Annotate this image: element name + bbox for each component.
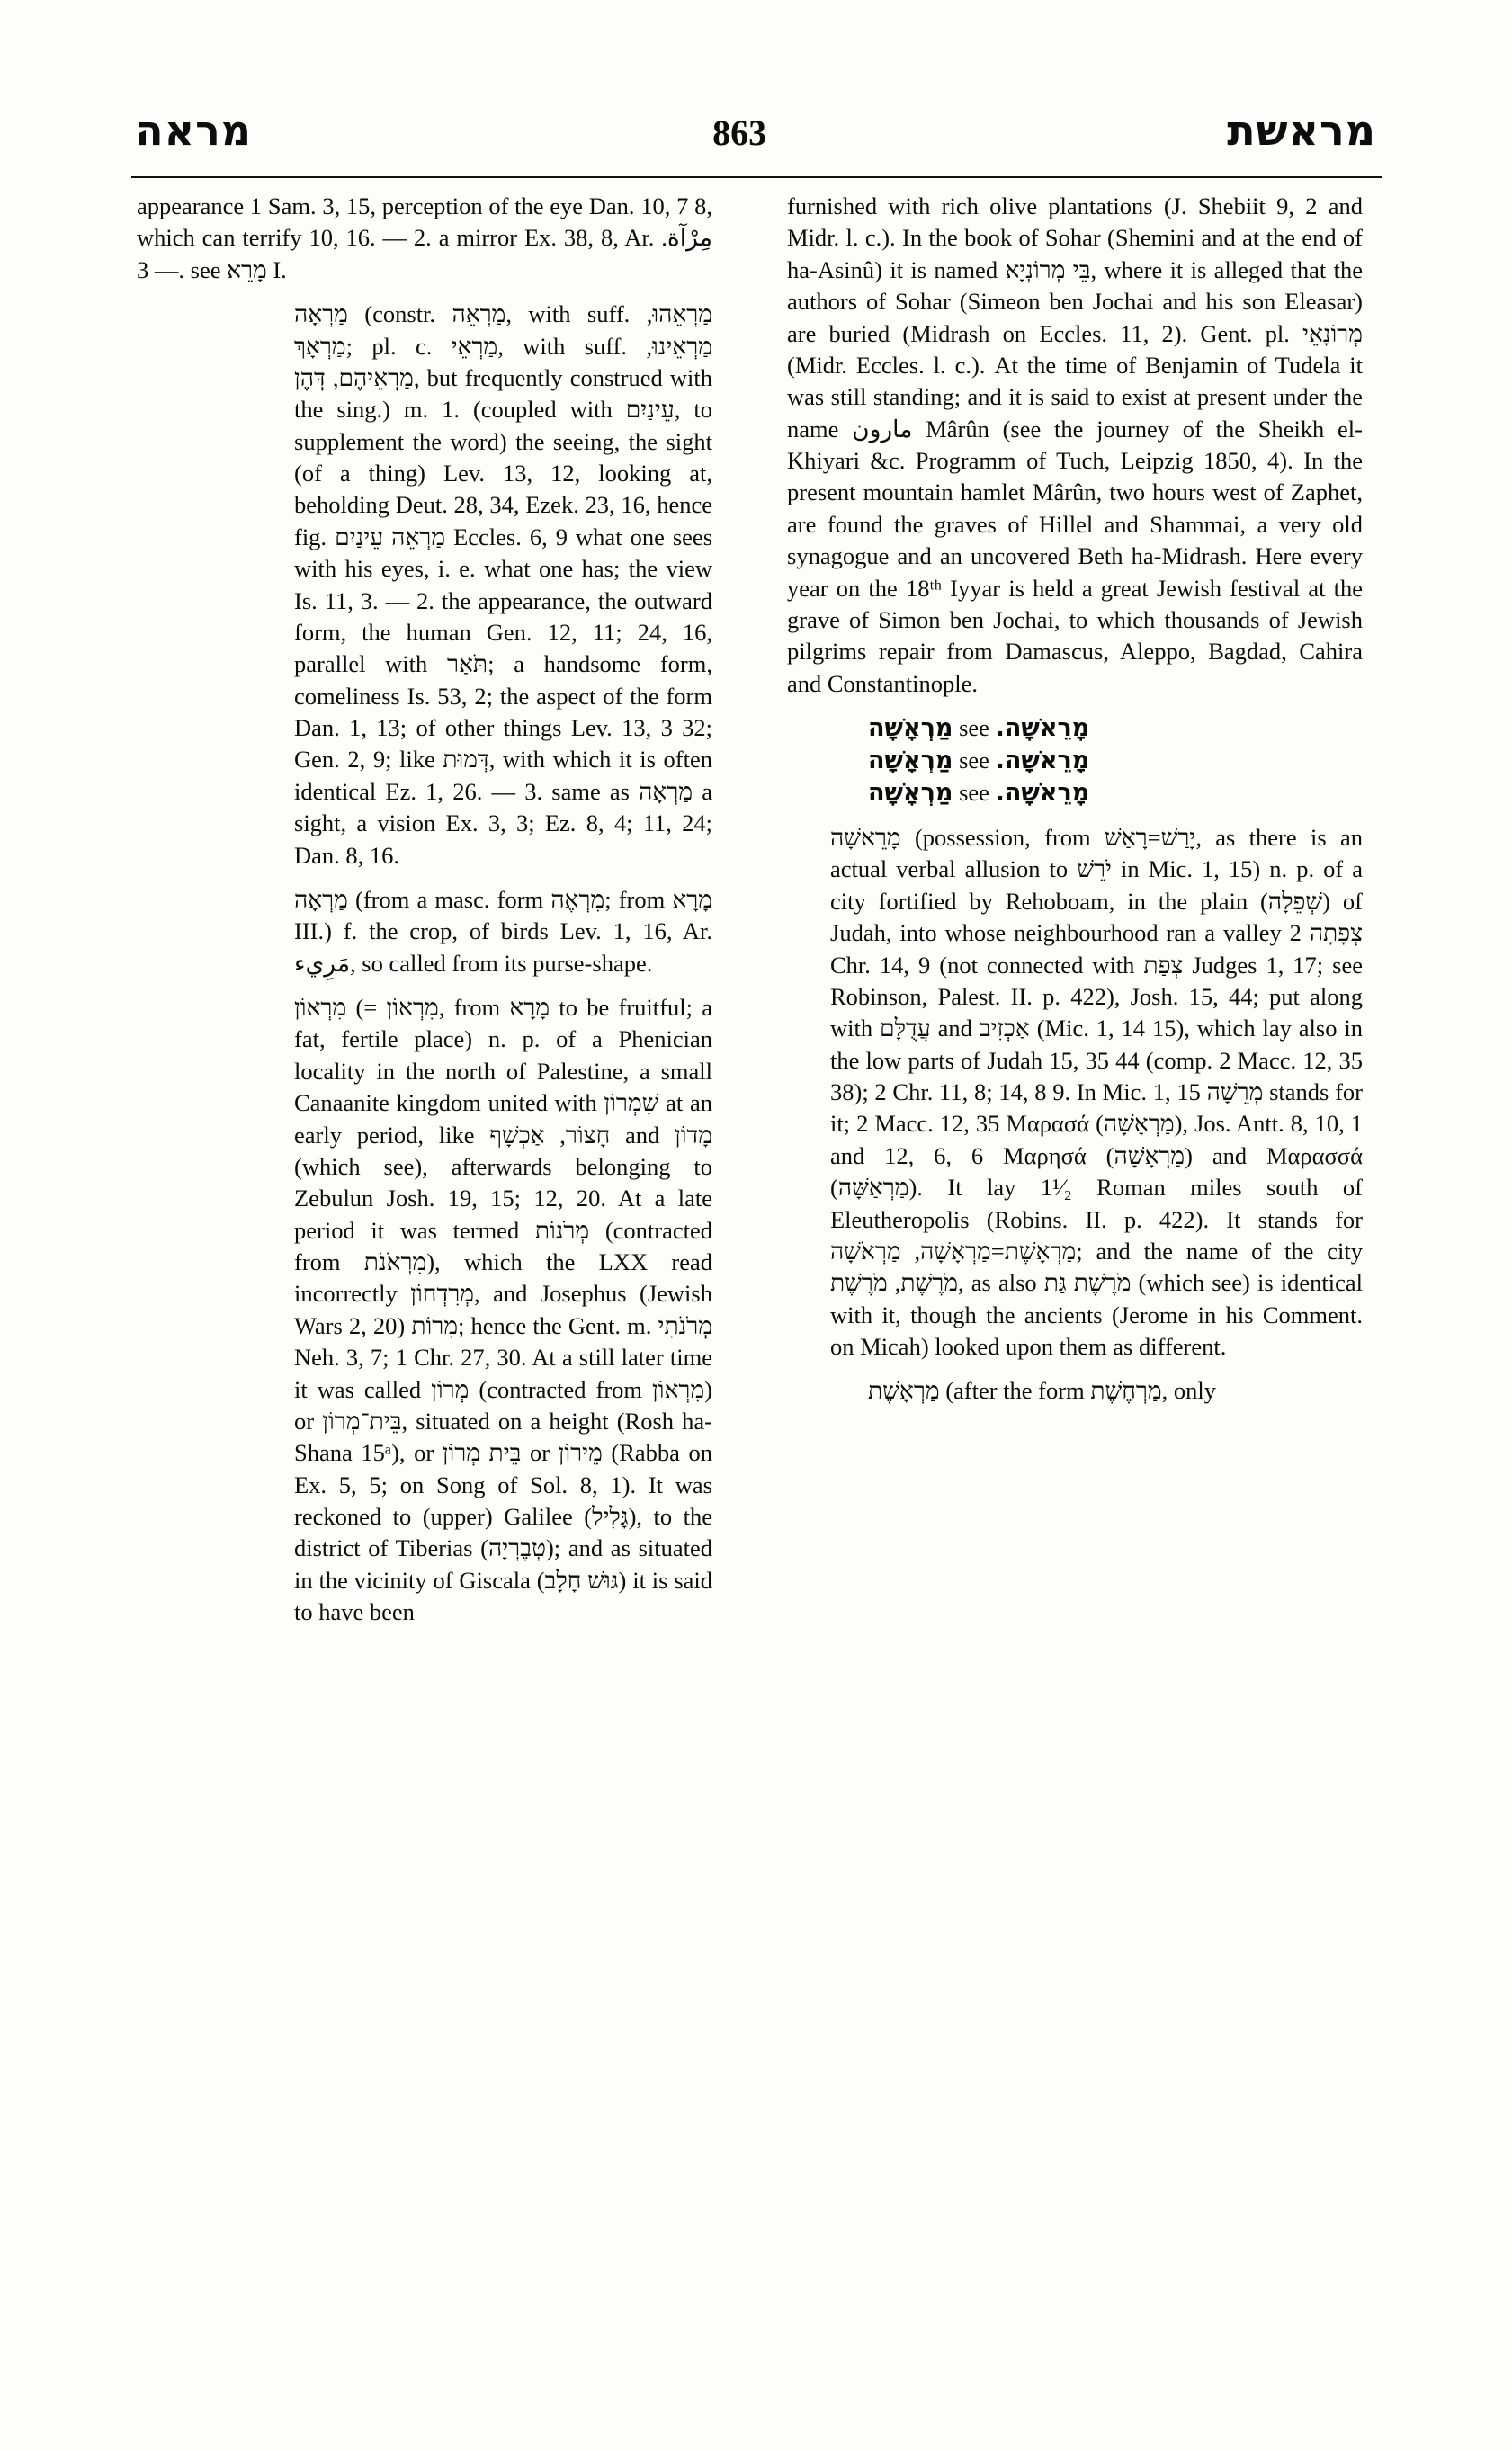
cross-reference-target: מָרֵאשָׁה. bbox=[995, 714, 1090, 742]
page-number: 863 bbox=[712, 112, 767, 153]
entry-paragraph: מִרְאוֹן (= מִרְאוֹן, from מָרָא to be fruitful; a fat, fertile place) n. p. of a Phenician locality in the north of Palestine, a small Canaanite kingdom united with שִׁמְרוֹן at an early period, like חָצוֹר, אַכְשָׁף and מָדוֹן (which see), afterwards belonging to Zebulun Josh. 19, 15; 12, 20. At a late period it was termed מְרֹנוֹת (contracted from מִרְאֹנֹת), which the LXX read incorrectly מְרִדְחוֹן, and Josephus (Jewish Wars 2, 20) מִרוֹת; hence the Gent. m. מְרֹנֹתִי Neh. 3, 7; 1 Chr. 27, 30. At a still later time it was called מְרוֹן (contracted from מִרְאוֹן) or בֵּית־מְרוֹן, situated on a height (Rosh ha-Shana 15ᵃ), or בֵּית מְרוֹן or מֵירוֹן (Rabba on Ex. 5, 5; on Song of Sol. 8, 1). It was reckoned to (upper) Galilee (גָּלִיל), to the district of Tiberias (טְבֶרְיָה); and as situated in the vicinity of Giscala (גּוּשׁ חָלָב) it is said to have been bbox=[294, 994, 713, 1626]
entry-paragraph: מַרְאָשֶׁת (after the form מַרְחֶשֶׁת, only bbox=[868, 1377, 1217, 1405]
cross-reference-headword: מַרְאָשָׁה bbox=[868, 779, 953, 808]
cross-reference-line bbox=[787, 712, 1363, 745]
page-header bbox=[135, 106, 1376, 169]
entry-paragraph: furnished with rich olive plantations (J. Shebiit 9, 2 and Midr. l. c.). In the book of Sohar (Shemini and at the end of ha-Asinû) it is named בֵּי מְרוֹנְיָא, where it is alleged that the authors of Sohar (Simeon ben Jochai and his son Eleasar) are buried (Midrash on Eccles. 11, 2). Gent. pl. מְרוֹנָאֵי (Midr. Eccles. l. c.). At the time of Benjamin of Tudela it was still standing; and it is said to exist at present under the name مارون Mârûn (see the journey of the Sheikh el-Khiyari &c. Programm of Tuch, Leipzig 1850, 4). In the present mountain hamlet Mârûn, two hours west of Zaphet, are found the graves of Hillel and Shammai, a very old synagogue and an uncovered Beth ha-Midrash. Here every year on the 18ᵗʰ Iyyar is held a great Jewish festival at the grave of Simon ben Jochai, to which thousands of Jewish pilgrims repair from Damascus, Aleppo, Bagdad, Cahira and Constantinople. bbox=[787, 192, 1364, 697]
header-rule bbox=[131, 176, 1382, 178]
entry-paragraph: מַרְאָה (from a masc. form מִרְאֶה; from מָרָא III.) f. the crop, of birds Lev. 1, 16, Ar. مَرِيء, so called from its purse-shape. bbox=[294, 885, 713, 977]
cross-reference-line bbox=[787, 745, 1363, 777]
cross-reference-see: see bbox=[959, 747, 989, 774]
entry-paragraph: מַרְאָה (constr. מַרְאֵה, with suff. מַרְאֵהוּ, מַרְאָךְ; pl. c. מַרְאֵי, with suff. מַרְאֵינוּ, מַרְאֵיהֶם, דְּהֶן, but frequently construed with the sing.) m. 1. (coupled with עֵינַיִם, to supplement the word) the seeing, the sight (of a thing) Lev. 13, 12, looking at, beholding Deut. 28, 34, Ezek. 23, 16, hence fig. מַרְאֵה עֵינַיִם Eccles. 6, 9 what one sees with his eyes, i. e. what one has; the view Is. 11, 3. — 2. the appearance, the outward form, the human Gen. 12, 11; 24, 16, parallel with תֹּאַר; a handsome form, comeliness Is. 53, 2; the aspect of the form Dan. 1, 13; of other things Lev. 13, 3 32; Gen. 2, 9; like דְּמוּת, with which it is often identical Ez. 1, 26. — 3. same as מַרְאָה a sight, a vision Ex. 3, 3; Ez. 8, 4; 11, 24; Dan. 8, 16. bbox=[294, 300, 713, 869]
cross-reference-see: see bbox=[959, 779, 989, 807]
cross-reference-target: מָרֵאשָׁה. bbox=[995, 747, 1090, 775]
cross-reference-line bbox=[787, 777, 1363, 809]
cross-reference-headword: מַרְאָשָׁה bbox=[868, 714, 953, 742]
right-column bbox=[787, 191, 1363, 1408]
left-column bbox=[137, 191, 712, 1629]
entry-paragraph: appearance 1 Sam. 3, 15, perception of the eye Dan. 10, 7 8, which can terrify 10, 16. — 2. a mirror Ex. 38, 8, Ar. مِرْآة. — 3. see מָרֵא I. bbox=[137, 192, 712, 283]
cross-reference-target: מָרֵאשָׁה. bbox=[995, 779, 1090, 808]
cross-reference-headword: מַרְאָשָׁה bbox=[868, 747, 953, 775]
header-hebrew-left: מראה bbox=[135, 106, 253, 155]
entry-paragraph: מָרֵאשָׁה (possession, from יָרַשׁ=רָאַשׁ, as there is an actual verbal allusion to יֹרֵשׁ in Mic. 1, 15) n. p. of a city fortified by Rehoboam, in the plain (שְׁפֵלָה) of Judah, into whose neighbourhood ran a valley צְפָתָה 2 Chr. 14, 9 (not connected with צְפַת Judges 1, 17; see Robinson, Palest. II. p. 422), Josh. 15, 44; put along with עֲדֻלָּם and אַכְזִיב (Mic. 1, 14 15), which lay also in the low parts of Judah 15, 35 44 (comp. 2 Macc. 12, 35 38); 2 Chr. 11, 8; 14, 8 9. In Mic. 1, 15 מְרֵשָׁה stands for it; 2 Macc. 12, 35 Μαρασά (מַרְאָשָׁה), Jos. Antt. 8, 10, 1 and 12, 6, 6 Μαρησά (מַרְאָשָׁה) and Μαρασσά (מַרְאַשָּׁה). It lay 1¹⁄₂ Roman miles south of Eleutheropolis (Robins. II. p. 422). It stands for מַרְאָשֶׁת=מַרְאָשָׁה, מַרְאֹשָׁה; and the name of the city מֹרֶשֶׁת, מֹרֶשֶׁת, as also מֹרֶשֶׁת גַּת (which see) is identical with it, though the ancients (Jerome in his Comment. on Micah) looked upon them as different. bbox=[830, 824, 1363, 1361]
header-hebrew-right: מראשת bbox=[1227, 106, 1376, 155]
cross-reference-see: see bbox=[959, 714, 989, 741]
